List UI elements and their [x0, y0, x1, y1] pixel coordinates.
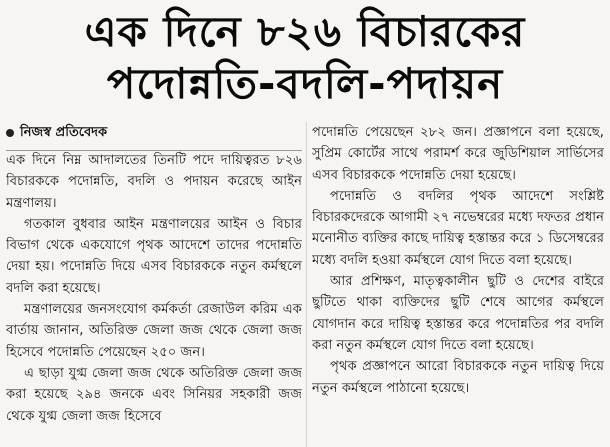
- bullet-icon: [6, 129, 14, 137]
- byline-text: নিজস্ব প্রতিবেদক: [20, 125, 108, 141]
- paragraph: পদোন্নতি ও বদলির পৃথক আদেশে সংশ্লিষ্ট বিচারকদেরকে আগামী ২৭ নভেম্বরের মধ্যে দফতর প্রধান মনোনীত ব্যক্তির কাছে দায়িত্ব হস্তান্তর করে ১ ডিসেম্বরের মধ্যে বদলি হওয়া কর্মস্থলে যোগ দিতে বলা হয়েছে।: [312, 188, 604, 268]
- paragraph: আর প্রশিক্ষণ, মাতৃত্বকালীন ছুটি ও দেশের বাইরে ছুটিতে থাকা ব্যক্তিদের ছুটি শেষে আগের কর্মস্থলে যোগদান করে দায়িত্ব হস্তান্তর করে পদোন্নতির পর বদলি করা নতুন কর্মস্থলে যোগ দিতে বলা হয়েছে।: [312, 274, 604, 353]
- byline: [6, 122, 302, 144]
- paragraph: গতকাল বুধবার আইন মন্ত্রণালয়ের আইন ও বিচার বিভাগ থেকে একযোগে পৃথক আদেশে তাদের পদোন্নতি দেয়া হয়। পদোন্নতি দিয়ে এসব বিচারককে নতুন কর্মস্থলে বদলি করা হয়েছে।: [6, 216, 302, 296]
- headline-line-2: পদোন্নতি-বদলি-পদায়ন: [106, 59, 504, 108]
- paragraph: পদোন্নতি পেয়েছেন ২৮২ জন। প্রজ্ঞাপনে বলা হয়েছে, সুপ্রিম কোর্টের সাথে পরামর্শ করে জুডিশিয়াল সার্ভিসের এসব বিচারককে পদোন্নতি দেয়া হয়েছে।: [312, 125, 604, 183]
- headline-line-1: এক দিনে ৮২৬ বিচারকের: [84, 7, 526, 56]
- paragraph: এ ছাড়া যুগ্ম জেলা জজ থেকে অতিরিক্ত জেলা জজ করা হয়েছে ২৯৪ জনকে এবং সিনিয়র সহকারী জজ থেকে যুগ্ম জেলা জজ হিসেবে: [6, 365, 302, 424]
- paragraph: মন্ত্রণালয়ের জনসংযোগ কর্মকর্তা রেজাউল করিম এক বার্তায় জানান, অতিরিক্ত জেলা জজ থেকে জেলা জজ হিসেবে পদোন্নতি পেয়েছেন ২৫০ জন।: [6, 302, 302, 360]
- article-right-column: [312, 122, 604, 447]
- article-left-column: [6, 122, 302, 447]
- headline: [0, 6, 610, 110]
- column-divider: [306, 122, 307, 447]
- paragraph: পৃথক প্রজ্ঞাপনে আরো বিচারককে নতুন দায়িত্ব দিয়ে নতুন কর্মস্থলে পাঠানো হয়েছে।: [312, 359, 604, 396]
- paragraph: এক দিনে নিম্ন আদালতের তিনটি পদে দায়িত্বরত ৮২৬ বিচারককে পদোন্নতি, বদলি ও পদায়ন করেছে আইন মন্ত্রণালয়।: [6, 153, 302, 211]
- byline-rule: [6, 150, 302, 151]
